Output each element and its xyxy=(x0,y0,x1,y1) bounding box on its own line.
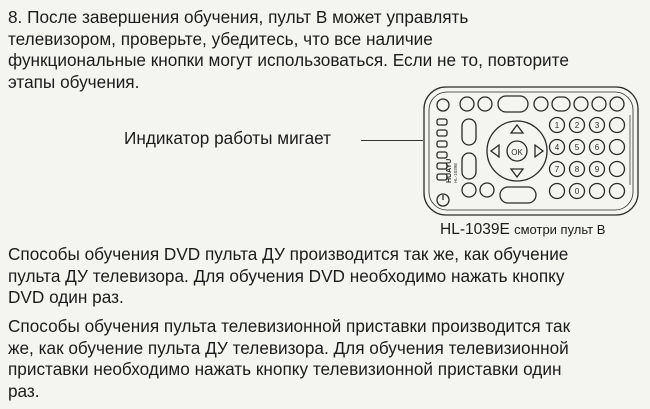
indicator-leader-line xyxy=(361,140,423,141)
caption-model: HL-1039E xyxy=(440,221,510,238)
ok-button-label: OK xyxy=(511,148,523,157)
top-key xyxy=(478,97,492,111)
side-key xyxy=(462,119,476,145)
top-key xyxy=(552,97,570,111)
top-key xyxy=(460,97,474,111)
indicator-label: Индикатор работы мигает xyxy=(124,128,331,148)
key-digit: 2 xyxy=(574,121,580,130)
key-digit: 1 xyxy=(554,121,560,130)
key-digit: 5 xyxy=(574,143,580,152)
key-digit: 6 xyxy=(594,143,600,152)
step-8-line: 8. После завершения обучения, пульт В может управлять xyxy=(8,7,469,27)
key-digit: 3 xyxy=(594,121,600,130)
key-digit: 0 xyxy=(574,187,580,196)
stb-line: раз. xyxy=(8,380,40,401)
brand-label: HUAYU xyxy=(446,158,453,183)
stb-line: Способы обучения пульта телевизионной приставки производится так xyxy=(8,316,571,336)
step-8-line: этапы обучения. xyxy=(8,71,140,92)
set-top-box-paragraph xyxy=(8,316,570,402)
arrow-right-icon xyxy=(535,145,543,157)
stb-line: приставки необходимо нажать кнопку телевизионной приставки один xyxy=(8,359,562,379)
key-digit: 7 xyxy=(554,165,560,174)
arrow-left-icon xyxy=(491,145,499,157)
top-key xyxy=(574,97,588,111)
dvd-line: DVD один раз. xyxy=(8,287,124,307)
small-key xyxy=(437,141,447,147)
key-digit: 9 xyxy=(594,165,600,174)
step-8-line: функциональные кнопки могут использоваться. Если не то, повторите xyxy=(8,50,569,70)
step-8-paragraph xyxy=(8,7,569,93)
remote-control-drawing xyxy=(422,85,640,217)
dvd-paragraph xyxy=(8,244,568,309)
key-digit: 8 xyxy=(574,165,580,174)
key-digit: 4 xyxy=(554,143,560,152)
mute-button xyxy=(437,99,449,111)
side-key xyxy=(462,153,476,179)
top-key xyxy=(610,97,624,111)
small-key xyxy=(437,130,447,136)
channel-rocker-top xyxy=(498,96,528,112)
bottom-key xyxy=(480,183,494,197)
number-keypad xyxy=(550,118,625,199)
step-8-line: телевизором, проверьте, убедитесь, что все наличие xyxy=(8,28,433,49)
remote-caption xyxy=(440,220,605,239)
volume-rocker xyxy=(500,187,536,203)
caption-text: смотри пульт В xyxy=(514,222,606,237)
small-key xyxy=(437,152,447,158)
bottom-key xyxy=(462,183,476,197)
arrow-down-icon xyxy=(511,169,523,177)
arrow-up-icon xyxy=(511,125,523,133)
dvd-line: Способы обучения DVD пульта ДУ производится так же, как обучение xyxy=(8,244,569,264)
stb-line: же, как обучение пульта ДУ телевизора. Для обучения телевизионной xyxy=(8,337,569,358)
top-key xyxy=(592,97,606,111)
remote-control-illustration xyxy=(422,85,640,217)
top-key xyxy=(534,97,548,111)
small-key xyxy=(437,119,447,125)
dvd-line: пульта ДУ телевизора. Для обучения DVD необходимо нажать кнопку xyxy=(8,265,565,286)
model-label-small: HL-1039E xyxy=(453,162,458,183)
